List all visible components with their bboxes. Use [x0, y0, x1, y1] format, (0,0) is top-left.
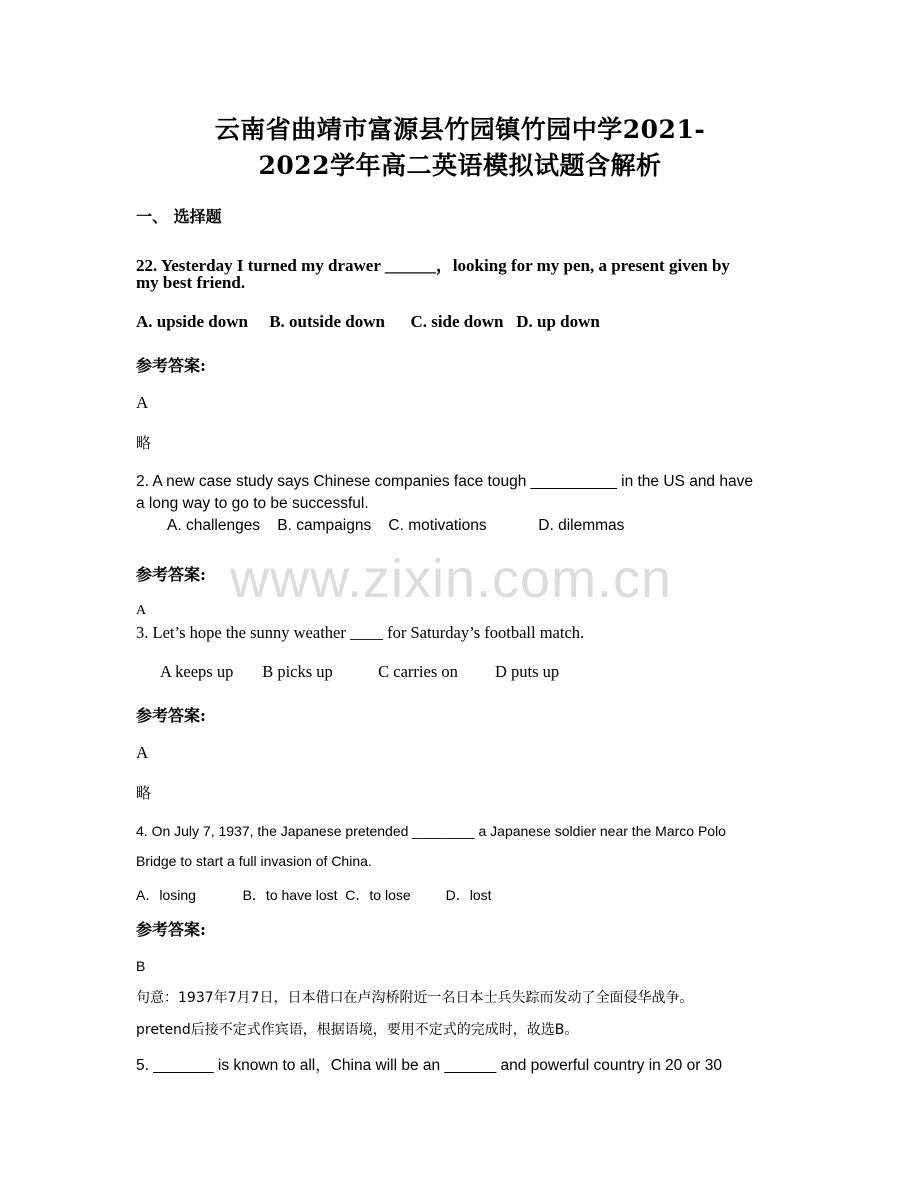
q2-answer: A: [136, 603, 147, 618]
q4-explanation-line-1: 句意：1937年7月7日，日本借口在卢沟桥附近一名日本士兵失踪而发动了全面侵华战争。: [136, 990, 694, 1006]
q2-options: A. challenges B. campaigns C. motivations D. dilemmas: [167, 517, 625, 534]
q4-options: A．losing B．to have lost C．to lose D．lost: [136, 887, 492, 903]
q4-answer: B: [136, 958, 146, 974]
q22-stem-line-2: my best friend.: [136, 273, 246, 292]
document-title-line-1: 云南省曲靖市富源县竹园镇竹园中学2021-: [214, 115, 706, 144]
section-heading: 一、 选择题: [136, 207, 222, 226]
q22-explanation: 略: [136, 434, 152, 452]
q3-stem: 3. Let’s hope the sunny weather ____ for Saturday’s football match.: [136, 623, 585, 642]
q4-stem-line-1: 4. On July 7, 1937, the Japanese pretended ________ a Japanese soldier near the Marco Polo: [136, 823, 726, 839]
q2-stem-line-1: 2. A new case study says Chinese companies face tough __________ in the US and have: [136, 473, 753, 490]
q2-answer-label: 参考答案:: [136, 565, 206, 584]
q3-answer-label: 参考答案:: [136, 706, 206, 725]
document-title-line-2: 2022学年高二英语模拟试题含解析: [258, 151, 662, 180]
watermark: www.zixin.com.cn: [230, 549, 673, 609]
q3-explanation: 略: [136, 784, 152, 802]
q4-answer-label: 参考答案:: [136, 920, 206, 939]
q22-options: A. upside down B. outside down C. side down D. up down: [136, 312, 600, 331]
q22-stem-line-1: 22. Yesterday I turned my drawer ______，looking for my pen, a present given by: [136, 256, 730, 275]
q2-stem-line-2: a long way to go to be successful.: [136, 495, 369, 512]
q22-answer: A: [136, 393, 149, 412]
q4-stem-line-2: Bridge to start a full invasion of China.: [136, 853, 372, 869]
q22-answer-label: 参考答案:: [136, 356, 206, 375]
q4-explanation-line-2: pretend后接不定式作宾语，根据语境，要用不定式的完成时，故选B。: [136, 1022, 579, 1038]
q3-options: A keeps up B picks up C carries on D puts up: [160, 662, 560, 681]
q3-answer: A: [136, 743, 149, 762]
q5-stem-line-1: 5. _______ is known to all，China will be an ______ and powerful country in 20 or 30: [136, 1057, 722, 1074]
